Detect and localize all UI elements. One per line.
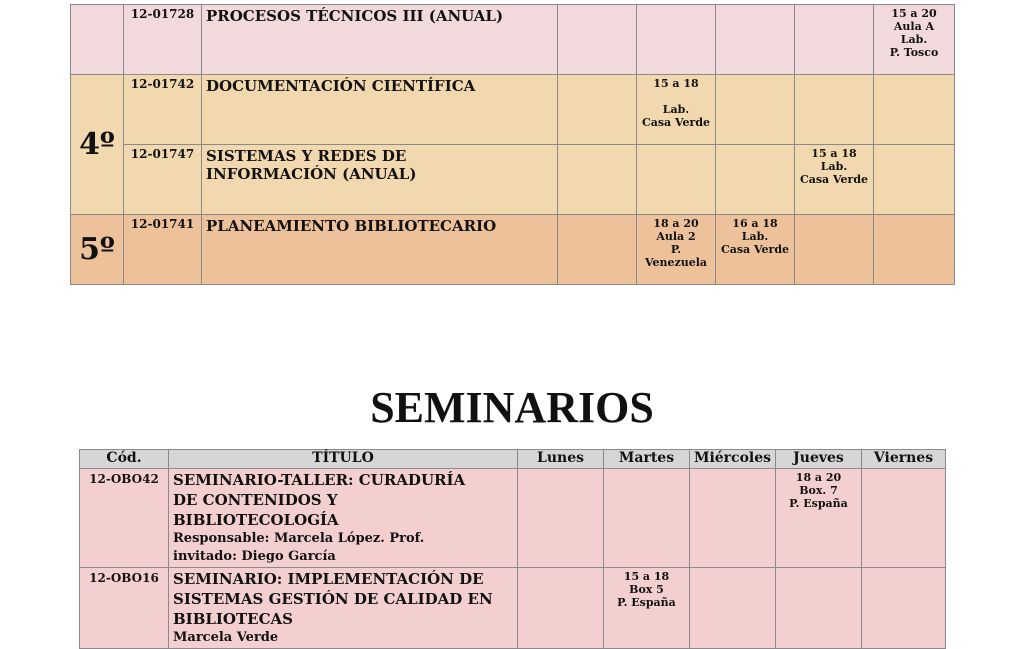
slot-time: 18 a 20 bbox=[653, 217, 699, 230]
slot-time: 15 a 18 bbox=[811, 147, 857, 160]
course-code: 12-01741 bbox=[124, 215, 202, 285]
slot-cell-jueves bbox=[795, 145, 874, 215]
table-row bbox=[71, 5, 955, 75]
slot-building: Casa Verde bbox=[720, 243, 790, 256]
slot-cell bbox=[558, 145, 637, 215]
slot-cell-jueves bbox=[776, 469, 862, 568]
slot-cell bbox=[795, 5, 874, 75]
slot-cell bbox=[518, 568, 604, 649]
title-line: SEMINARIO-TALLER: CURADURÍA bbox=[173, 471, 466, 489]
header-lunes: Lunes bbox=[518, 450, 604, 469]
slot-cell bbox=[637, 145, 716, 215]
year-label: 4º bbox=[71, 75, 124, 215]
slot-cell bbox=[716, 5, 795, 75]
course-code: 12-01728 bbox=[124, 5, 202, 75]
slot-cell bbox=[795, 215, 874, 285]
responsible-line: Marcela Verde bbox=[173, 630, 279, 645]
slot-time: 15 a 20 bbox=[891, 7, 937, 20]
slot-room: Lab. bbox=[662, 103, 690, 116]
slot-cell bbox=[518, 469, 604, 568]
slot-cell bbox=[558, 5, 637, 75]
slot-cell bbox=[795, 75, 874, 145]
slot-building: Casa Verde bbox=[641, 116, 711, 129]
slot-room: Lab. bbox=[900, 33, 928, 46]
slot-cell bbox=[558, 215, 637, 285]
seminar-title bbox=[169, 568, 518, 649]
slot-building: Casa Verde bbox=[799, 173, 869, 186]
section-heading: SEMINARIOS bbox=[370, 383, 654, 432]
slot-time: 15 a 18 bbox=[623, 570, 670, 583]
slot-cell bbox=[716, 145, 795, 215]
slot-cell bbox=[874, 145, 955, 215]
slot-time: 16 a 18 bbox=[732, 217, 778, 230]
slot-time: 18 a 20 bbox=[795, 471, 842, 484]
title-line: BIBLIOTECAS bbox=[173, 610, 294, 628]
course-title: DOCUMENTACIÓN CIENTÍFICA bbox=[202, 75, 558, 145]
title-line: BIBLIOTECOLOGÍA bbox=[173, 511, 339, 529]
title-line: SISTEMAS Y REDES DE bbox=[206, 147, 407, 165]
title-line: DE CONTENIDOS Y bbox=[173, 491, 338, 509]
slot-cell bbox=[690, 469, 776, 568]
slot-cell bbox=[558, 75, 637, 145]
header-jueves: Jueves bbox=[776, 450, 862, 469]
table-row bbox=[71, 75, 955, 145]
table-header-row bbox=[80, 450, 946, 469]
slot-cell-martes bbox=[637, 75, 716, 145]
header-titulo: TÍTULO bbox=[169, 450, 518, 469]
seminar-code: 12-OBO16 bbox=[80, 568, 169, 649]
course-title: PROCESOS TÉCNICOS III (ANUAL) bbox=[202, 5, 558, 75]
slot-building: P. bbox=[670, 243, 682, 256]
responsible-line: Responsable: Marcela López. Prof. bbox=[173, 531, 425, 546]
slot-room: Box. 7 bbox=[799, 484, 838, 497]
responsible-line: invitado: Diego García bbox=[173, 549, 336, 564]
seminar-title bbox=[169, 469, 518, 568]
slot-cell bbox=[874, 75, 955, 145]
title-line: SISTEMAS GESTIÓN DE CALIDAD EN bbox=[173, 590, 493, 608]
table-row bbox=[71, 145, 955, 215]
slot-building: P. Tosco bbox=[889, 46, 939, 59]
slot-cell-martes bbox=[604, 568, 690, 649]
slot-cell-miercoles bbox=[716, 215, 795, 285]
seminar-table bbox=[79, 449, 946, 649]
slot-room: Aula 2 bbox=[656, 230, 696, 243]
course-code: 12-01742 bbox=[124, 75, 202, 145]
slot-cell bbox=[716, 75, 795, 145]
table-row bbox=[80, 568, 946, 649]
slot-cell bbox=[690, 568, 776, 649]
slot-cell bbox=[637, 5, 716, 75]
slot-room: Aula A bbox=[893, 20, 935, 33]
table-row bbox=[71, 215, 955, 285]
table-row bbox=[80, 469, 946, 568]
slot-cell bbox=[604, 469, 690, 568]
slot-building: Venezuela bbox=[644, 256, 708, 269]
slot-cell bbox=[874, 215, 955, 285]
slot-room: Lab. bbox=[820, 160, 848, 173]
slot-room: Lab. bbox=[741, 230, 769, 243]
slot-building: P. España bbox=[789, 497, 848, 510]
slot-cell-martes bbox=[637, 215, 716, 285]
slot-cell bbox=[862, 469, 946, 568]
slot-cell-viernes bbox=[874, 5, 955, 75]
header-martes: Martes bbox=[604, 450, 690, 469]
schedule-table bbox=[70, 4, 955, 285]
course-code: 12-01747 bbox=[124, 145, 202, 215]
course-title bbox=[202, 145, 558, 215]
year-cell bbox=[71, 5, 124, 75]
course-title: PLANEAMIENTO BIBLIOTECARIO bbox=[202, 215, 558, 285]
header-viernes: Viernes bbox=[862, 450, 946, 469]
slot-room: Box 5 bbox=[629, 583, 664, 596]
title-line: SEMINARIO: IMPLEMENTACIÓN DE bbox=[173, 570, 484, 588]
year-label: 5º bbox=[71, 215, 124, 285]
title-line: INFORMACIÓN (ANUAL) bbox=[206, 165, 417, 183]
slot-time: 15 a 18 bbox=[653, 77, 699, 90]
slot-building: P. España bbox=[617, 596, 676, 609]
header-miercoles: Miércoles bbox=[690, 450, 776, 469]
header-cod: Cód. bbox=[80, 450, 169, 469]
slot-cell bbox=[862, 568, 946, 649]
slot-cell bbox=[776, 568, 862, 649]
seminar-code: 12-OBO42 bbox=[80, 469, 169, 568]
